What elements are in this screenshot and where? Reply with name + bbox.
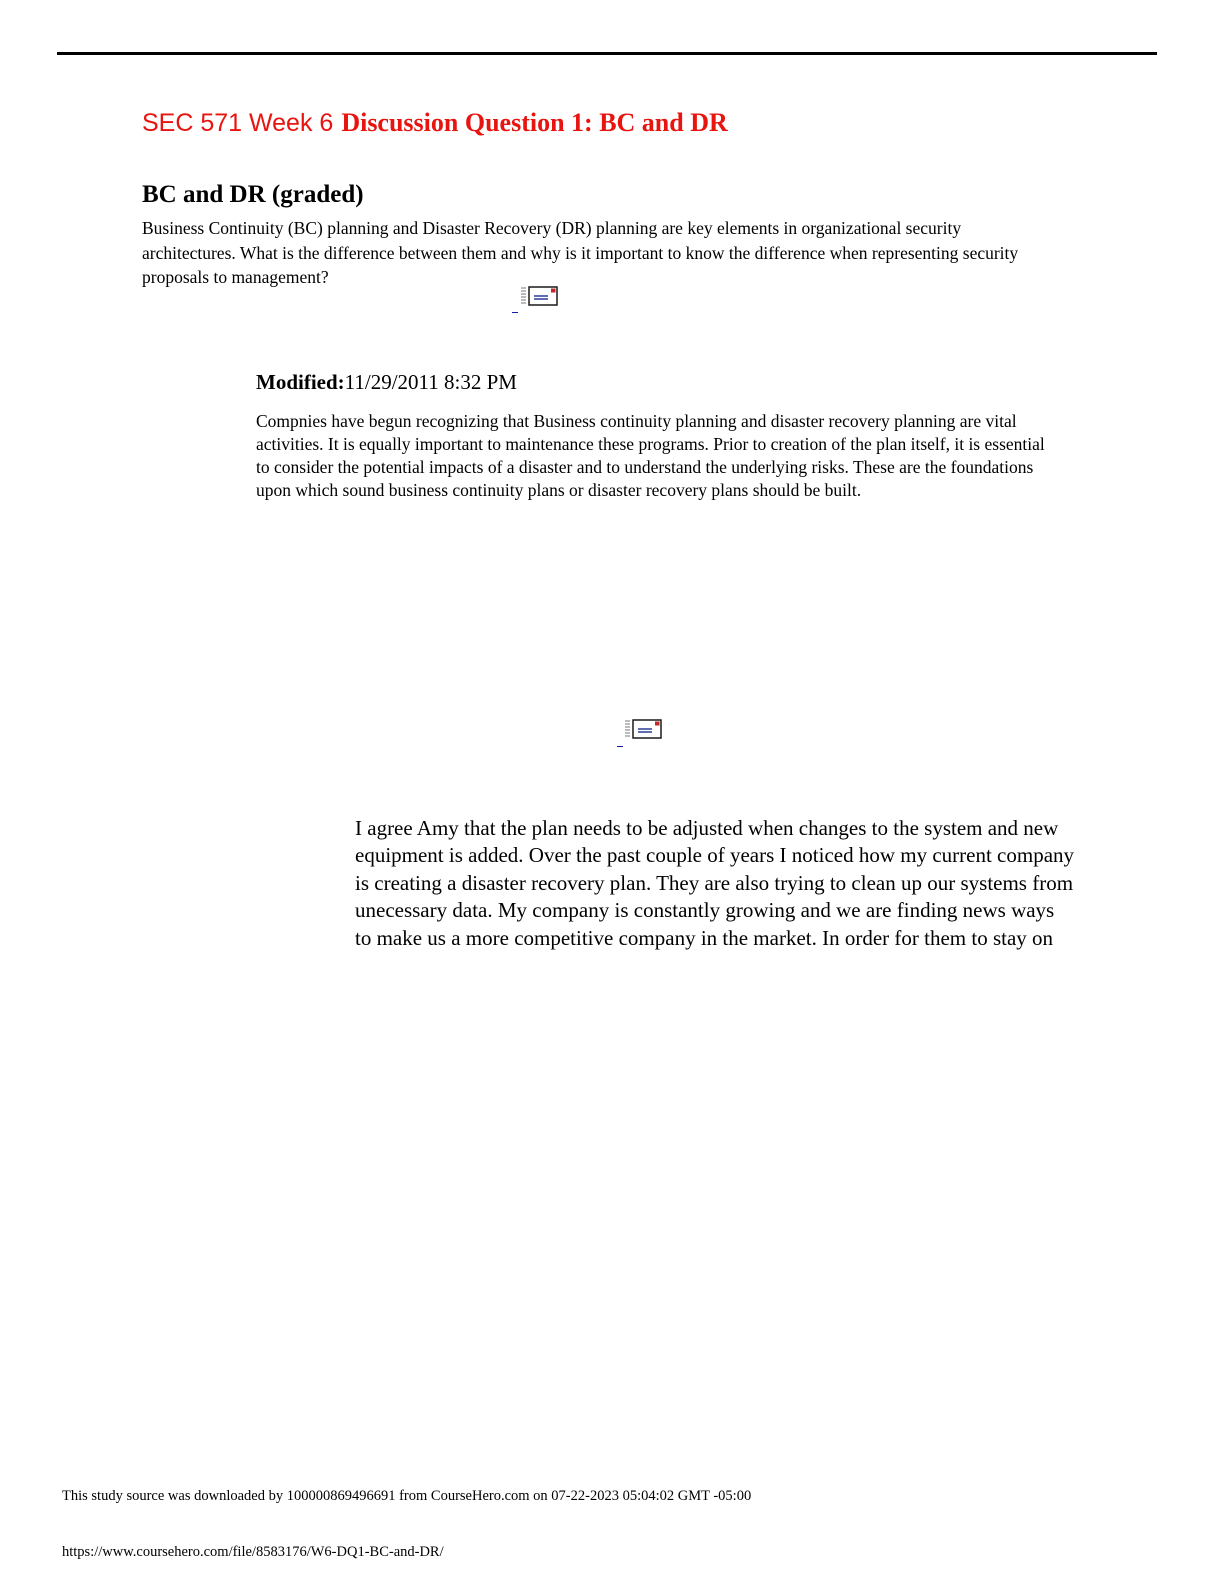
title-discussion: Discussion Question 1: BC and DR [341,108,728,137]
footer-url[interactable]: https://www.coursehero.com/file/8583176/W6-DQ1-BC-and-DR/ [62,1544,444,1560]
modified-line [256,367,517,397]
modified-label: Modified: [256,370,345,394]
top-divider [57,52,1157,55]
reply-link-underline[interactable] [617,746,623,747]
title-course-week: SEC 571 Week 6 [142,109,334,137]
question-body: Business Continuity (BC) planning and Disaster Recovery (DR) planning are key elements in organizational security architectures. What is the difference between them and why is it important to know the difference when representing security proposals to management? [142,218,1019,287]
reply-link-underline[interactable] [512,312,518,313]
document-title [142,102,728,141]
envelope-icon[interactable] [520,285,560,307]
footer-source-note: This study source was downloaded by 100000869496691 from CourseHero.com on 07-22-2023 05:04:02 GMT -05:00 [62,1488,752,1504]
question-heading: BC and DR (graded) [142,181,364,208]
reply-body: Compnies have begun recognizing that Business continuity planning and disaster recovery planning are vital activities. It is equally important to maintenance these programs. Prior to creation of the plan itself, it is essential to consider the potential impacts of a disaster and to understand the underlying risks. These are the foundations upon which sound business continuity plans or disaster recovery plans should be built. [256,411,1045,500]
modified-timestamp: 11/29/2011 8:32 PM [344,370,517,394]
second-reply-body: I agree Amy that the plan needs to be adjusted when changes to the system and new equipment is added. Over the past couple of years I noticed how my current company is creating a disaster recovery plan. They are also trying to clean up our systems from unecessary data. My company is constantly growing and we are finding news ways to make us a more competitive company in the market. In order for them to stay on [355,816,1075,950]
envelope-icon[interactable] [624,718,664,740]
